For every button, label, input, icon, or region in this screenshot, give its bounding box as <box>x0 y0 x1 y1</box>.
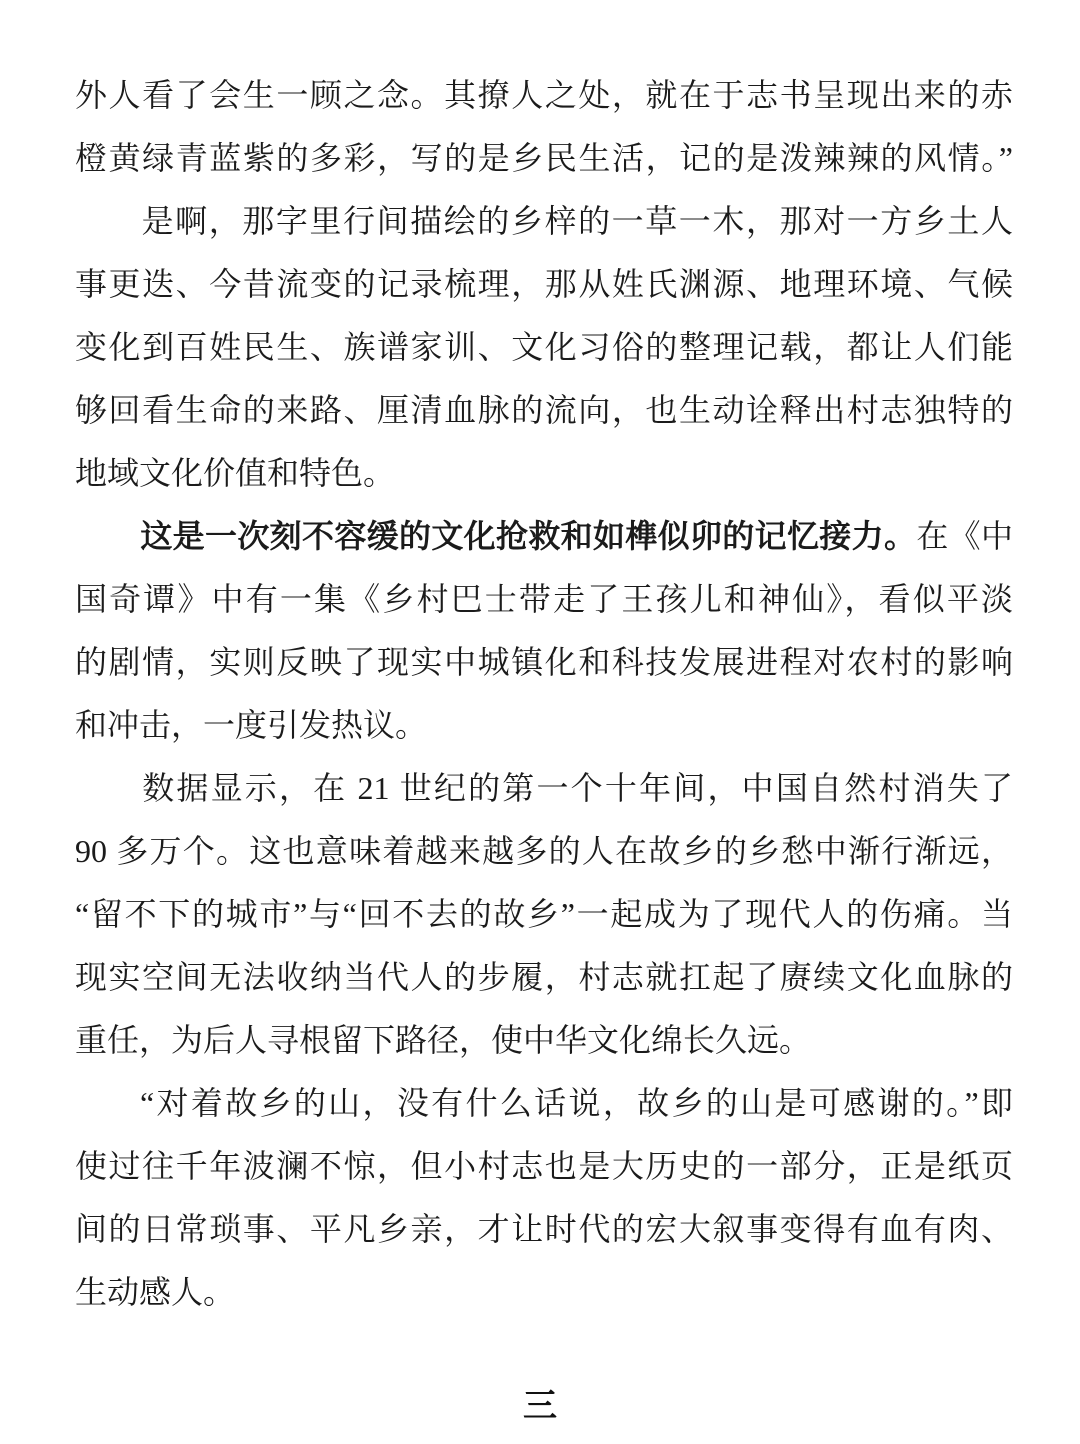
line-text: 重任，为后人寻根留下路径，使中华文化绵长久远。 <box>75 1022 812 1058</box>
text-line <box>75 253 1013 316</box>
line-text: 数据显示，在 21 世纪的第一个十年间，中国自然村消失了 <box>140 770 1013 806</box>
line-text: 使过往千年波澜不惊，但小村志也是大历史的一部分，正是纸页 <box>75 1148 1013 1184</box>
text-line <box>75 1198 1013 1261</box>
text-line <box>75 64 1013 127</box>
indent-spacer <box>75 1113 140 1114</box>
line-text: 橙黄绿青蓝紫的多彩，写的是乡民生活，记的是泼辣辣的风情。” <box>75 140 1013 176</box>
line-text: 和冲击，一度引发热议。 <box>75 707 428 743</box>
text-line <box>75 316 1013 379</box>
line-text: 是啊，那字里行间描绘的乡梓的一草一木，那对一方乡土人 <box>140 203 1013 239</box>
line-text: 生动感人。 <box>75 1274 236 1310</box>
indent-spacer <box>75 231 140 232</box>
line-text: “留不下的城市”与“回不去的故乡”一起成为了现代人的伤痛。当 <box>75 896 1013 932</box>
text-line <box>75 505 1013 568</box>
text-line <box>75 820 1013 883</box>
line-text: 变化到百姓民生、族谱家训、文化习俗的整理记载，都让人们能 <box>75 329 1013 365</box>
text-line <box>75 631 1013 694</box>
indent-spacer <box>75 546 140 547</box>
line-text: 90 多万个。这也意味着越来越多的人在故乡的乡愁中渐行渐远， <box>75 833 1013 869</box>
line-text: “对着故乡的山，没有什么话说，故乡的山是可感谢的。”即 <box>140 1085 1013 1121</box>
line-text: 够回看生命的来路、厘清血脉的流向，也生动诠释出村志独特的 <box>75 392 1013 428</box>
text-line <box>75 757 1013 820</box>
text-line <box>75 568 1013 631</box>
text-line <box>75 127 1013 190</box>
text-line <box>75 442 1013 505</box>
line-text: 外人看了会生一顾之念。其撩人之处，就在于志书呈现出来的赤 <box>75 77 1013 113</box>
line-text: 地域文化价值和特色。 <box>75 455 396 491</box>
indent-spacer <box>75 798 140 799</box>
line-text: 事更迭、今昔流变的记录梳理，那从姓氏渊源、地理环境、气候 <box>75 266 1013 302</box>
line-text: 间的日常琐事、平凡乡亲，才让时代的宏大叙事变得有血有肉、 <box>75 1211 1013 1247</box>
line-text: 国奇谭》中有一集《乡村巴士带走了王孩儿和神仙》，看似平淡 <box>75 581 1013 617</box>
text-line <box>75 1135 1013 1198</box>
text-line <box>75 1072 1013 1135</box>
article-body <box>75 64 1013 1324</box>
line-text: 的剧情，实则反映了现实中城镇化和科技发展进程对农村的影响 <box>75 644 1013 680</box>
text-line <box>75 694 1013 757</box>
text-line <box>75 946 1013 1009</box>
text-line <box>75 379 1013 442</box>
text-line <box>75 883 1013 946</box>
text-line <box>75 1261 1013 1324</box>
bold-lead-text: 这是一次刻不容缓的文化抢救和如榫似卯的记忆接力。 <box>140 518 917 554</box>
text-line <box>75 1009 1013 1072</box>
text-line <box>75 190 1013 253</box>
line-text: 现实空间无法收纳当代人的步履，村志就扛起了赓续文化血脉的 <box>75 959 1013 995</box>
page-number: 三 <box>523 1388 557 1425</box>
line-text: 在《中 <box>916 518 1013 554</box>
